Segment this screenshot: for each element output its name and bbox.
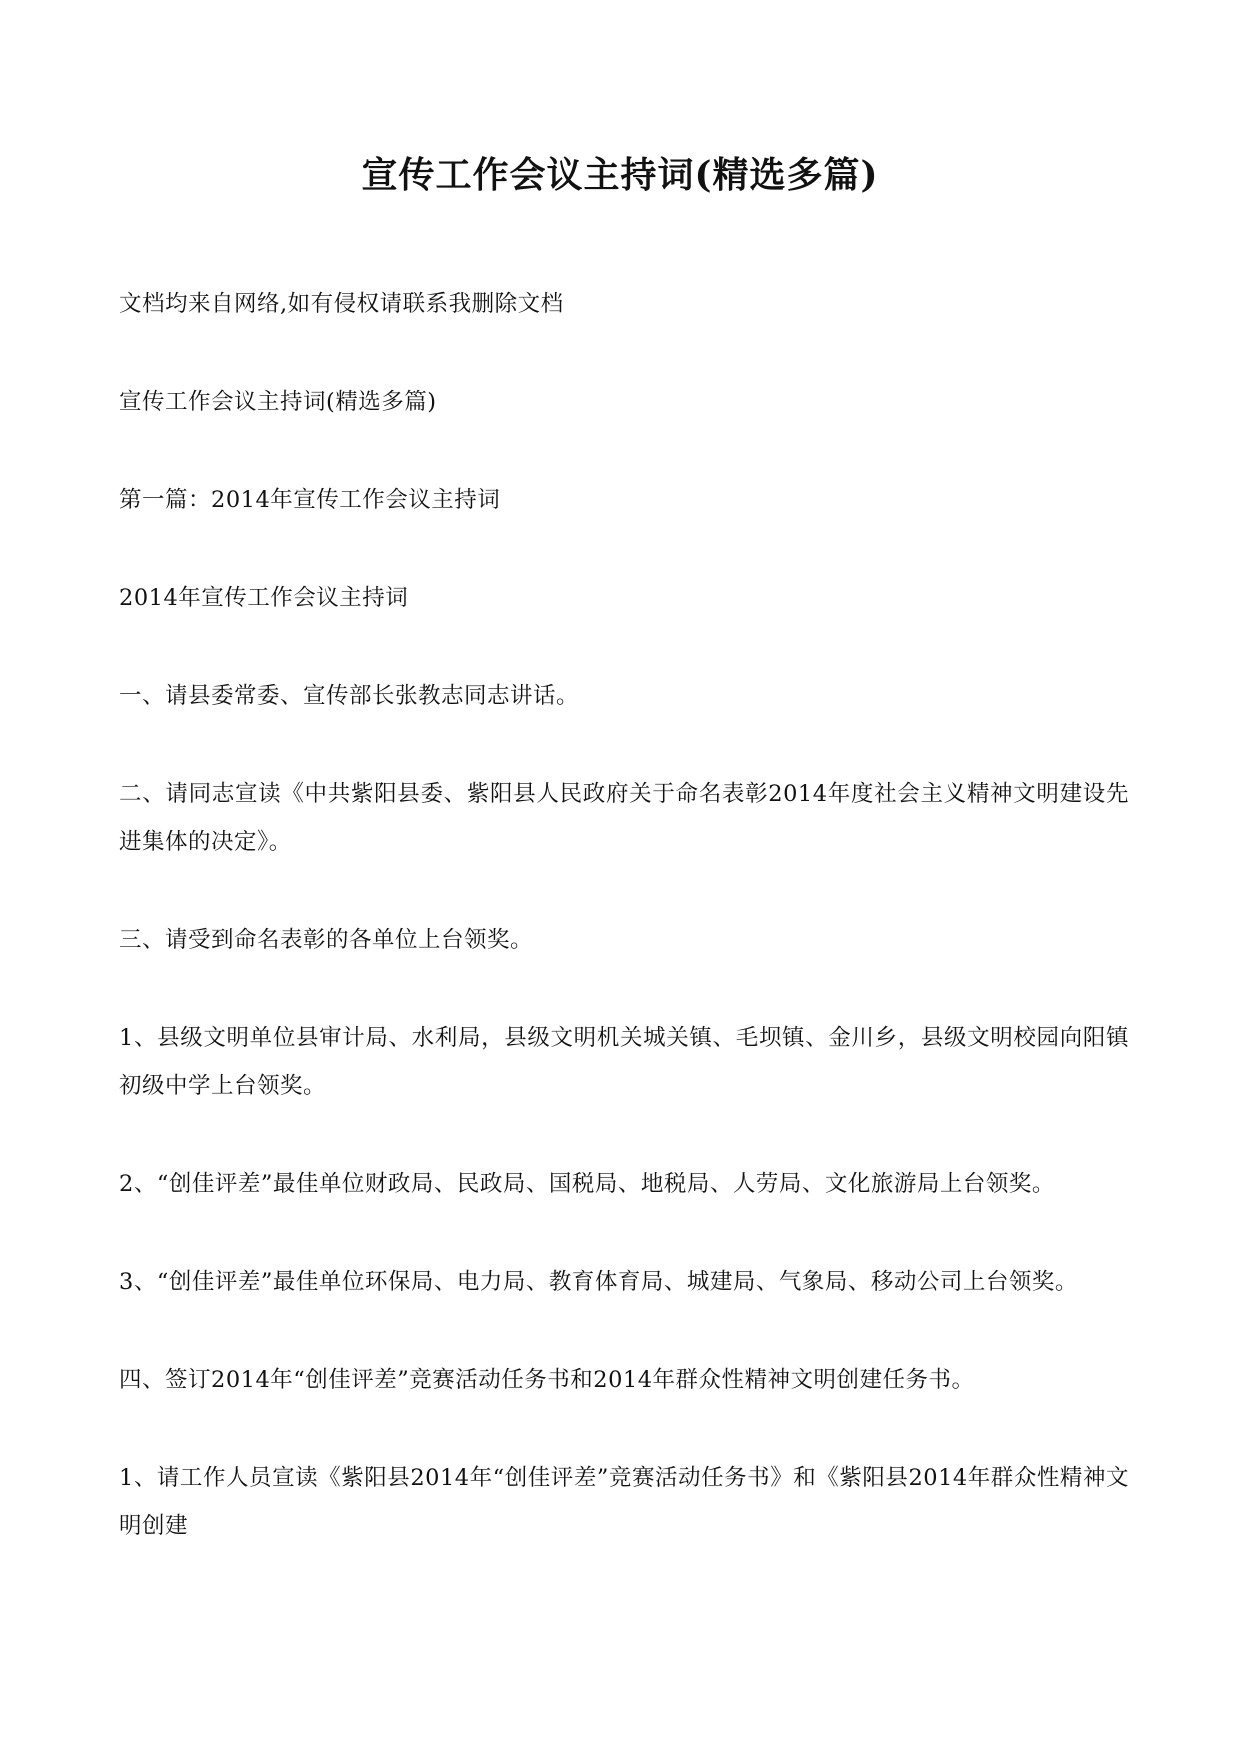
- paragraph-subitem-2: 2、“创佳评差”最佳单位财政局、民政局、国税局、地税局、人劳局、文化旅游局上台领奖。: [119, 1171, 1055, 1197]
- paragraph-subitem-4: 1、请工作人员宣读《紫阳县2014年“创佳评差”竞赛活动任务书》和《紫阳县2014年群众性精神文明创建: [119, 1465, 1129, 1539]
- subtitle-paragraph: 宣传工作会议主持词(精选多篇): [119, 389, 437, 415]
- section-heading: 2014年宣传工作会议主持词: [119, 585, 409, 611]
- paragraph-item-3: 三、请受到命名表彰的各单位上台领奖。: [119, 927, 534, 953]
- document-body: [119, 280, 1129, 1550]
- paragraph-item-2: 二、请同志宣读《中共紫阳县委、紫阳县人民政府关于命名表彰2014年度社会主义精神文明建设先进集体的决定》。: [119, 781, 1129, 855]
- document-title: 宣传工作会议主持词(精选多篇): [361, 154, 879, 196]
- paragraph-item-1: 一、请县委常委、宣传部长张教志同志讲话。: [119, 683, 580, 709]
- paragraph-subitem-3: 3、“创佳评差”最佳单位环保局、电力局、教育体育局、城建局、气象局、移动公司上台领奖。: [119, 1269, 1078, 1295]
- disclaimer-paragraph: 文档均来自网络,如有侵权请联系我删除文档: [119, 291, 564, 317]
- chapter-heading: 第一篇：2014年宣传工作会议主持词: [119, 487, 501, 513]
- paragraph-item-4: 四、签订2014年“创佳评差”竞赛活动任务书和2014年群众性精神文明创建任务书。: [119, 1367, 975, 1393]
- paragraph-subitem-1: 1、县级文明单位县审计局、水利局，县级文明机关城关镇、毛坝镇、金川乡，县级文明校园向阳镇初级中学上台领奖。: [119, 1025, 1129, 1099]
